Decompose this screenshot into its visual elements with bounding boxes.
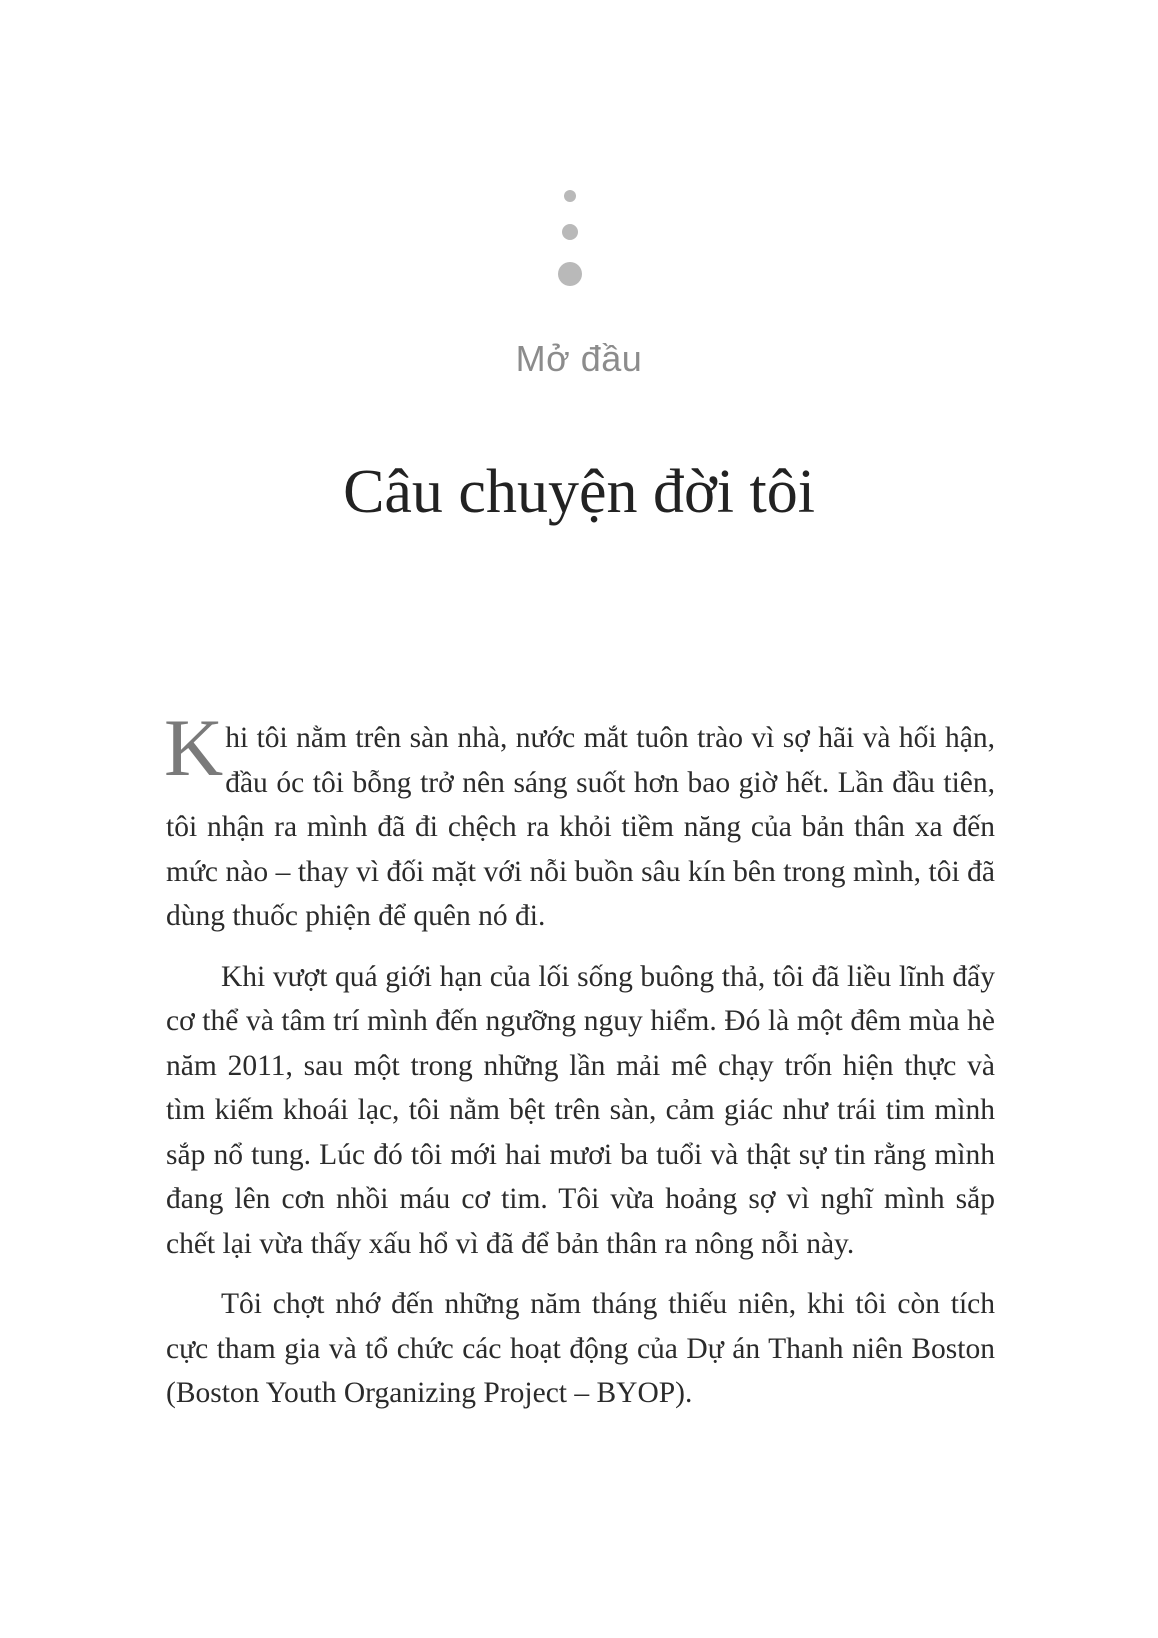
paragraph-3: Tôi chợt nhớ đến những năm tháng thiếu niên, khi tôi còn tích cực tham gia và tổ chức các hoạt động của Dự án Thanh niên Boston (Boston Youth Organizing Project – BYOP). <box>166 1288 995 1409</box>
chapter-label: Mở đầu <box>515 338 643 379</box>
ornament-dot-large <box>558 262 582 286</box>
paragraph-1-text: hi tôi nằm trên sàn nhà, nước mắt tuôn trào vì sợ hãi và hối hận, đầu óc tôi bỗng trở nên sáng suốt hơn bao giờ hết. Lần đầu tiên, tôi nhận ra mình đã đi chệch ra khỏi tiềm năng của bản thân xa đến mức nào – thay vì đối mặt với nỗi buồn sâu kín bên trong mình, tôi đã dùng thuốc phiện để quên nó đi. <box>166 722 995 932</box>
paragraph-2: Khi vượt quá giới hạn của lối sống buông thả, tôi đã liều lĩnh đẩy cơ thể và tâm trí mình đến ngưỡng nguy hiểm. Đó là một đêm mùa hè năm 2011, sau một trong những lần mải mê chạy trốn hiện thực và tìm kiếm khoái lạc, tôi nằm bệt trên sàn, cảm giác như trái tim mình sắp nổ tung. Lúc đó tôi mới hai mươi ba tuổi và thật sự tin rằng mình đang lên cơn nhồi máu cơ tim. Tôi vừa hoảng sợ vì nghĩ mình sắp chết lại vừa thấy xấu hổ vì đã để bản thân ra nông nỗi này. <box>166 960 995 1260</box>
paragraph-1 <box>164 702 995 939</box>
chapter-body <box>164 702 995 1432</box>
drop-cap: K <box>164 702 224 793</box>
three-dots-ornament-icon <box>555 190 585 290</box>
ornament-dot-small <box>564 190 576 202</box>
chapter-title: Câu chuyện đời tôi <box>343 458 815 526</box>
ornament-dot-medium <box>562 224 578 240</box>
